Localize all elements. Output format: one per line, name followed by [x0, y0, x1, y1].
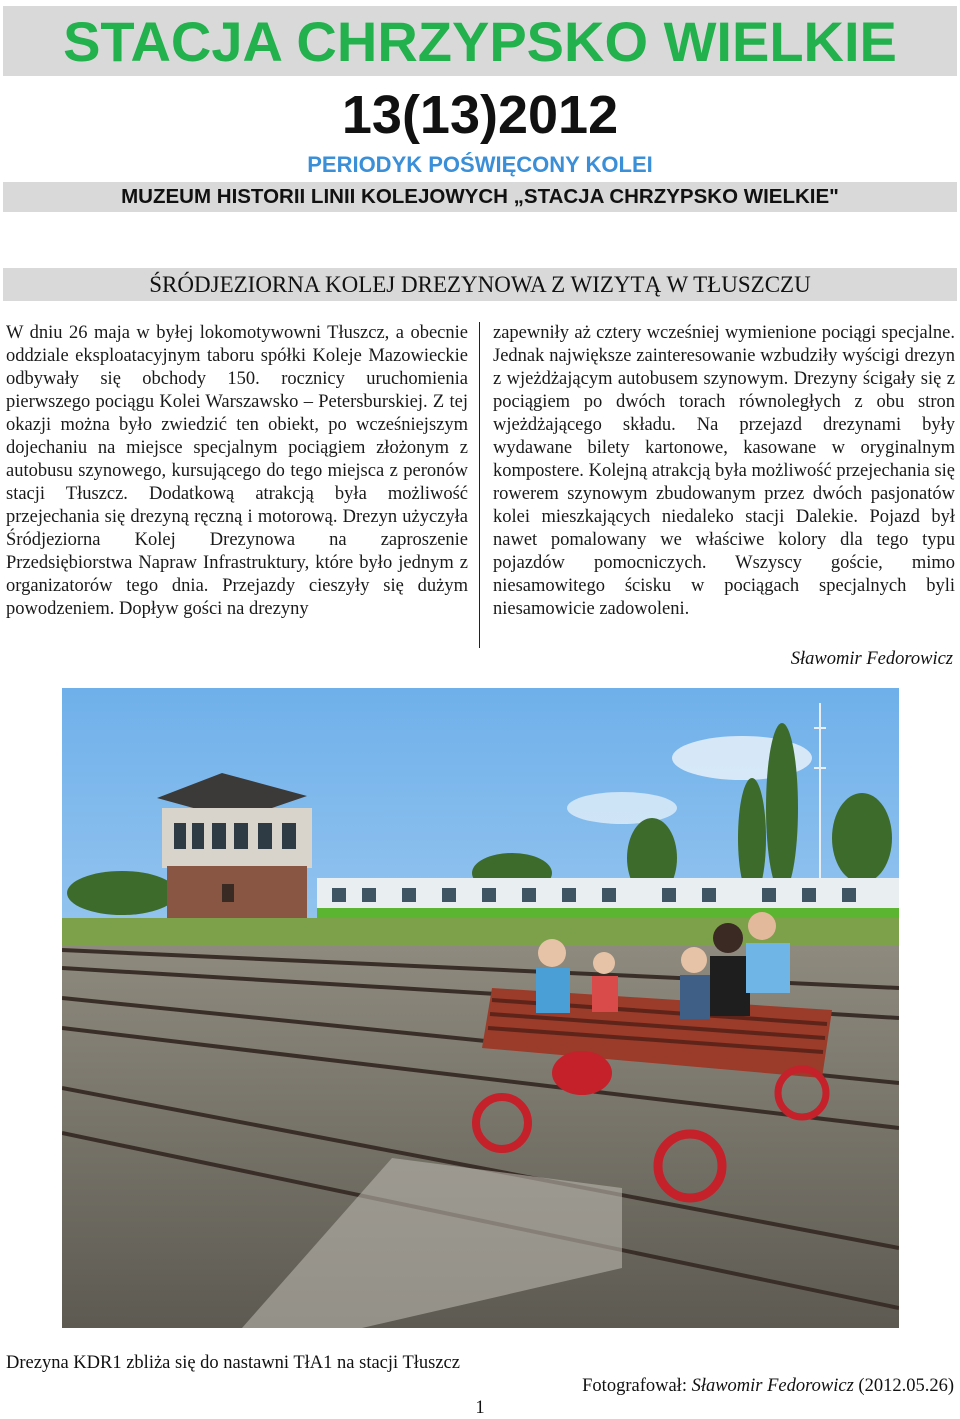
photo-credit-date: (2012.05.26): [853, 1376, 954, 1396]
railway-scene-illustration: [62, 688, 899, 1328]
magazine-subtitle: PERIODYK POŚWIĘCONY KOLEI: [307, 152, 653, 177]
issue-number: 13(13)2012: [341, 85, 619, 145]
article-author: Sławomir Fedorowicz: [790, 649, 953, 669]
article-photo: [62, 688, 899, 1328]
article-column-right: zapewniły aż cztery wcześniej wymienione pociągi specjalne. Jednak największe zainteresowanie wzbudziły wyścigi drezyn z wjeżdżającym autobusem szynowym. Drezyny ścigały się z pociągiem po dwóch torach równoległych z obu stron wjeżdżającego składu. Na przejazd drezynami były wydawane bilety kartonowe, kasowane w oryginalnym kompostere. Kolejną atrakcją była możliwość przejechania się rowerem szynowym zbudowanym przez dwóch pasjonatów kolei mieszkających niedaleko stacji Dalekie. Pojazd był nawet pomalowany we właściwe kolory dla tego typu pojazdów pomocniczych. Wszyscy goście, mimo niesamowitego ścisku w pociągach specjalnych byli niesamowicie zadowoleni.: [493, 323, 955, 619]
column-divider: [479, 322, 480, 648]
photo-credit-name: Sławomir Fedorowicz: [691, 1376, 854, 1396]
photo-caption: Drezyna KDR1 zbliża się do nastawni TłA1 na stacji Tłuszcz: [6, 1353, 460, 1373]
magazine-title: STACJA CHRZYPSKO WIELKIE: [63, 10, 897, 73]
photo-credit: [582, 1374, 954, 1398]
photo-credit-label: Fotografował:: [582, 1376, 692, 1396]
article-title: ŚRÓDJEZIORNA KOLEJ DREZYNOWA Z WIZYTĄ W TŁUSZCZU: [149, 272, 811, 297]
article-column-left: W dniu 26 maja w byłej lokomotywowni Tłuszcz, a obecnie oddziale eksploatacyjnym taboru spółki Koleje Mazowieckie odbywały się obchody 150. rocznicy uruchomienia pierwszego pociągu Kolei Warszawsko – Petersburskiej. Z tej okazji można było zwiedzić ten obiekt, po wcześniejszym dojechaniu na miejsce specjalnym pociągiem złożonym z autobusu szynowego, kursującego do tego miejsca z peronów stacji Tłuszcz. Dodatkową atrakcją była możliwość przejechania się drezyną ręczną i motorową. Drezyn użyczyła Śródjeziorna Kolej Drezynowa na zaproszenie Przedsiębiorstwa Napraw Infrastruktury, które było jednym z organizatorów tego dnia. Przejazdy cieszyły się dużym powodzeniem. Dopływ gości na drezyny: [6, 323, 468, 619]
museum-name: MUZEUM HISTORII LINII KOLEJOWYCH „STACJA CHRZYPSKO WIELKIE": [121, 185, 839, 208]
signal-box: [157, 773, 312, 938]
page-number: 1: [475, 1398, 485, 1418]
